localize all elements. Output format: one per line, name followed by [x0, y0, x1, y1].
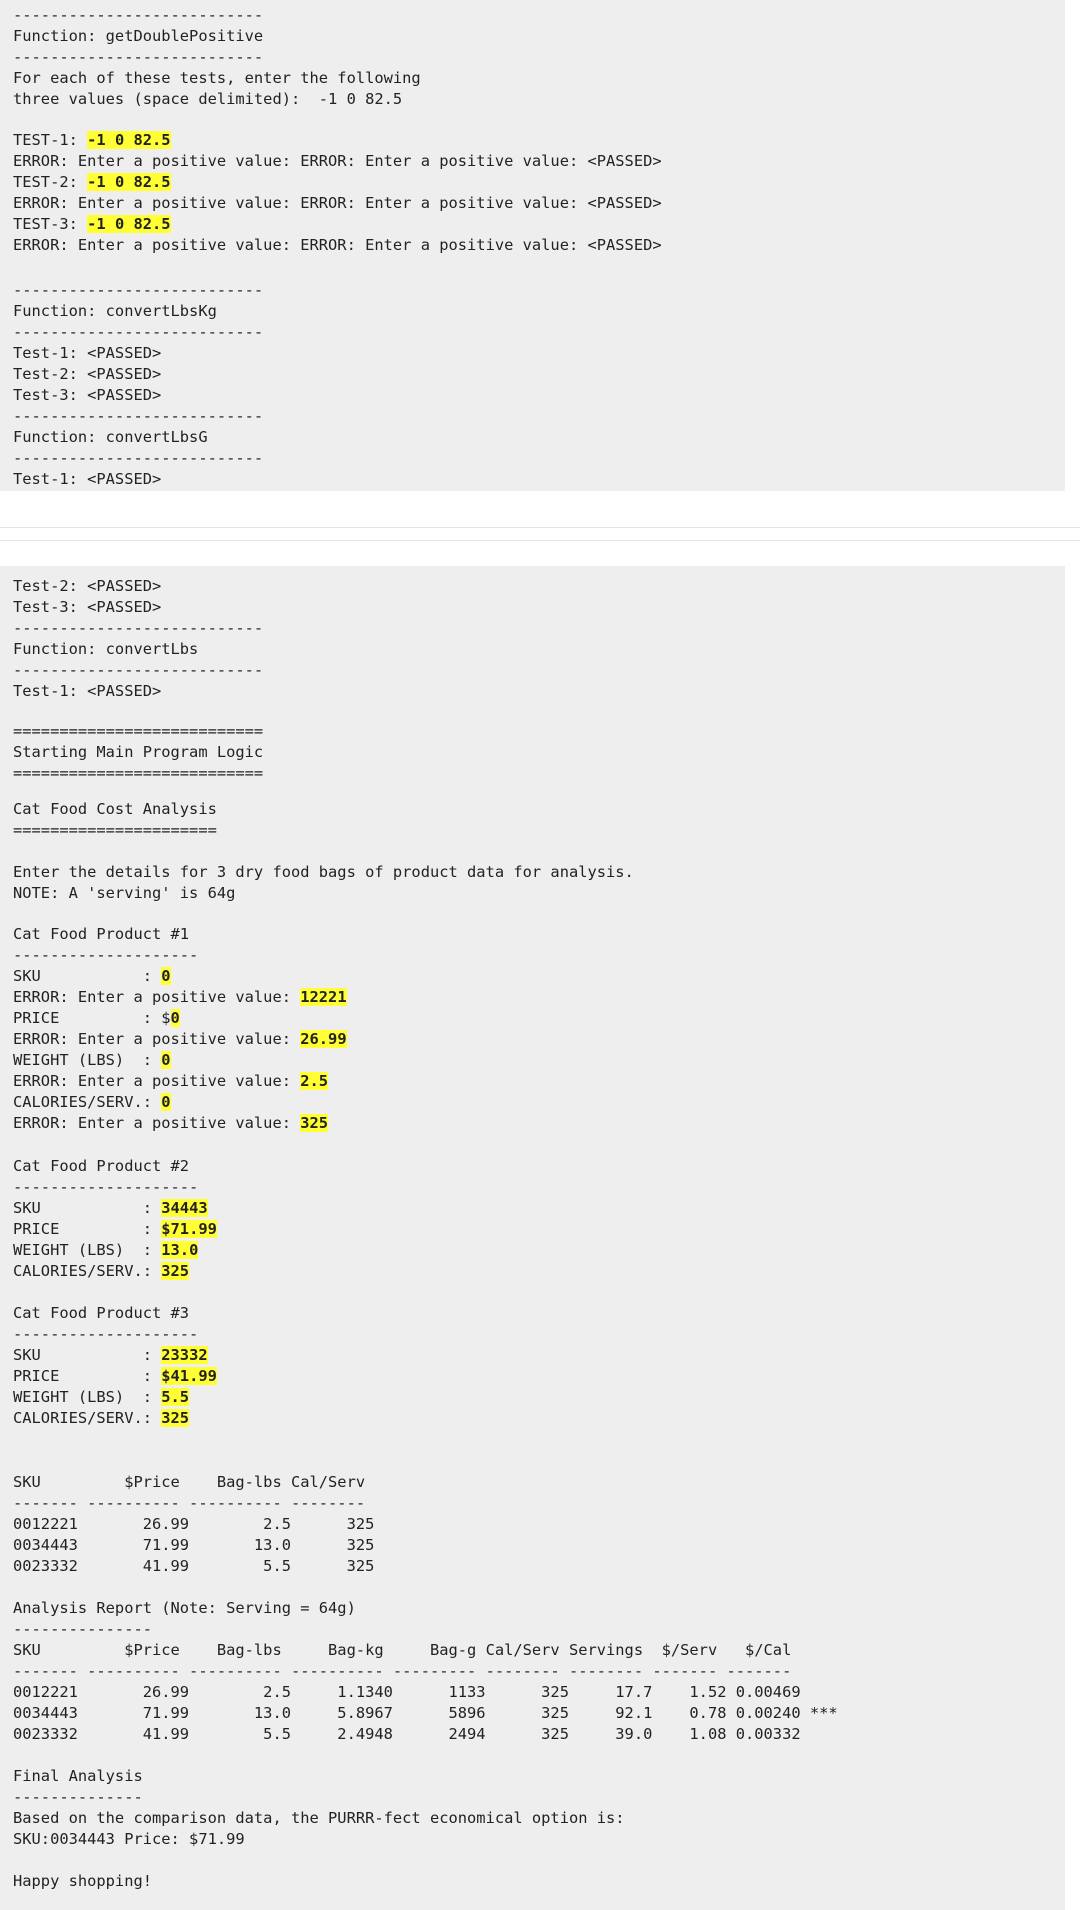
console-text: TEST-1: [13, 131, 88, 149]
console-line [13, 987, 347, 1007]
console-line [13, 406, 263, 426]
page-divider [0, 527, 1080, 528]
console-text: Cat Food Product #3 [13, 1304, 190, 1322]
console-line [13, 1198, 208, 1218]
console-text: --------------------------- [13, 323, 264, 341]
user-input-highlight: -1 0 82.5 [87, 215, 171, 233]
console-line [13, 862, 634, 882]
console-text: --------------------------- [13, 661, 264, 679]
console-line [13, 945, 198, 965]
console-text: Function: convertLbsKg [13, 302, 217, 320]
console-line [13, 1598, 356, 1618]
console-text: For each of these tests, enter the following [13, 69, 421, 87]
console-line [13, 1619, 152, 1639]
console-line [13, 1219, 217, 1239]
console-line [13, 1408, 189, 1428]
console-line [13, 1493, 365, 1513]
console-line [13, 1345, 208, 1365]
console-text: SKU:0034443 Price: $71.99 [13, 1830, 245, 1848]
console-line [13, 660, 263, 680]
console-line [13, 364, 161, 384]
console-text: ERROR: Enter a positive value: [13, 1114, 301, 1132]
user-input-highlight: 325 [161, 1409, 190, 1427]
console-line [13, 1092, 171, 1112]
console-text: PRICE : $ [13, 1009, 171, 1027]
console-line [13, 1535, 374, 1555]
console-line [13, 924, 189, 944]
user-input-highlight: 5.5 [161, 1388, 190, 1406]
console-text: =========================== [13, 722, 264, 740]
console-text: ERROR: Enter a positive value: ERROR: Enter a positive value: <PASSED> [13, 236, 662, 254]
console-line [13, 47, 263, 67]
console-line [13, 883, 235, 903]
console-line [13, 1766, 143, 1786]
console-text: Final Analysis [13, 1767, 143, 1785]
console-line [13, 343, 161, 363]
console-line [13, 1682, 801, 1702]
console-text: --------------------------- [13, 407, 264, 425]
user-input-highlight: 23332 [161, 1346, 208, 1364]
console-text: ERROR: Enter a positive value: [13, 1072, 301, 1090]
console-output-panel-2 [0, 566, 1065, 1910]
console-text: SKU : [13, 967, 162, 985]
user-input-highlight: 0 [161, 1051, 171, 1069]
console-text: 0034443 71.99 13.0 325 [13, 1536, 375, 1554]
user-input-highlight: $71.99 [161, 1220, 217, 1238]
user-input-highlight: 0 [170, 1009, 180, 1027]
console-text: SKU $Price Bag-lbs Cal/Serv [13, 1473, 366, 1491]
console-line [13, 427, 208, 447]
console-line [13, 235, 662, 255]
user-input-highlight: $41.99 [161, 1367, 217, 1385]
console-text: 0012221 26.99 2.5 1.1340 1133 325 17.7 1.52 0.00469 [13, 1683, 801, 1701]
console-text: --------------- [13, 1620, 152, 1638]
console-text: Function: convertLbsG [13, 428, 208, 446]
console-line [13, 1261, 189, 1281]
console-text: ERROR: Enter a positive value: ERROR: Enter a positive value: <PASSED> [13, 194, 662, 212]
console-text: ERROR: Enter a positive value: [13, 1030, 301, 1048]
user-input-highlight: -1 0 82.5 [87, 173, 171, 191]
console-line [13, 1514, 374, 1534]
console-text: 0034443 71.99 13.0 5.8967 5896 325 92.1 0.78 0.00240 *** [13, 1704, 838, 1722]
console-text: Function: getDoublePositive [13, 27, 264, 45]
console-line [13, 1366, 217, 1386]
console-text: PRICE : [13, 1220, 162, 1238]
console-text: -------------------- [13, 1325, 199, 1343]
console-text: SKU $Price Bag-lbs Bag-kg Bag-g Cal/Serv Servings $/Serv $/Cal [13, 1641, 792, 1659]
console-text: Test-1: <PASSED> [13, 470, 162, 488]
console-line [13, 1071, 328, 1091]
console-text: Based on the comparison data, the PURRR-fect economical option is: [13, 1809, 625, 1827]
console-line [13, 597, 161, 617]
console-line [13, 618, 263, 638]
console-line [13, 1029, 347, 1049]
console-line [13, 214, 171, 234]
console-line [13, 193, 662, 213]
console-text: Enter the details for 3 dry food bags of product data for analysis. [13, 863, 634, 881]
console-line [13, 763, 263, 783]
console-line [13, 322, 263, 342]
user-input-highlight: 325 [161, 1262, 190, 1280]
console-line [13, 68, 421, 88]
console-line [13, 1661, 791, 1681]
console-line [13, 1324, 198, 1344]
console-line [13, 1113, 328, 1133]
page-divider [0, 540, 1080, 541]
console-text: -------------- [13, 1788, 143, 1806]
console-text: 0023332 41.99 5.5 2.4948 2494 325 39.0 1.08 0.00332 [13, 1725, 801, 1743]
user-input-highlight: 325 [300, 1114, 329, 1132]
user-input-highlight: 0 [161, 1093, 171, 1111]
user-input-highlight: 2.5 [300, 1072, 329, 1090]
console-line [13, 301, 217, 321]
console-text: PRICE : [13, 1367, 162, 1385]
console-text: TEST-3: [13, 215, 88, 233]
console-line [13, 1787, 143, 1807]
console-line [13, 1303, 189, 1323]
console-text: Test-2: <PASSED> [13, 577, 162, 595]
console-line [13, 280, 263, 300]
console-text: WEIGHT (LBS) : [13, 1241, 162, 1259]
console-text: WEIGHT (LBS) : [13, 1388, 162, 1406]
console-line [13, 1871, 152, 1891]
user-input-highlight: 13.0 [161, 1241, 199, 1259]
console-text: SKU : [13, 1199, 162, 1217]
console-text: -------------------- [13, 1178, 199, 1196]
console-line [13, 5, 263, 25]
console-line [13, 820, 217, 840]
console-line [13, 89, 402, 109]
console-text: Test-1: <PASSED> [13, 344, 162, 362]
console-text: CALORIES/SERV.: [13, 1093, 162, 1111]
console-text: SKU : [13, 1346, 162, 1364]
console-line [13, 1724, 801, 1744]
console-text: --------------------------- [13, 619, 264, 637]
console-line [13, 469, 161, 489]
console-text: ------- ---------- ---------- ---------- --------- -------- -------- ------- ------- [13, 1662, 792, 1680]
console-line [13, 1240, 198, 1260]
user-input-highlight: 34443 [161, 1199, 208, 1217]
console-text: ERROR: Enter a positive value: ERROR: Enter a positive value: <PASSED> [13, 152, 662, 170]
console-line [13, 1472, 365, 1492]
console-line [13, 1829, 245, 1849]
console-line [13, 1050, 171, 1070]
console-text: -------------------- [13, 946, 199, 964]
console-text: NOTE: A 'serving' is 64g [13, 884, 236, 902]
console-line [13, 1703, 838, 1723]
user-input-highlight: 12221 [300, 988, 347, 1006]
console-line [13, 26, 263, 46]
console-text: ------- ---------- ---------- -------- [13, 1494, 366, 1512]
console-output-panel-1 [0, 0, 1065, 491]
console-text: CALORIES/SERV.: [13, 1262, 162, 1280]
console-line [13, 448, 263, 468]
console-line [13, 639, 198, 659]
console-text: --------------------------- [13, 48, 264, 66]
console-text: WEIGHT (LBS) : [13, 1051, 162, 1069]
console-text: --------------------------- [13, 281, 264, 299]
console-line [13, 1808, 625, 1828]
console-line [13, 172, 171, 192]
console-line [13, 966, 171, 986]
console-line [13, 385, 161, 405]
console-line [13, 130, 171, 150]
console-line [13, 576, 161, 596]
console-text: Cat Food Product #2 [13, 1157, 190, 1175]
console-text: Test-3: <PASSED> [13, 598, 162, 616]
user-input-highlight: 0 [161, 967, 171, 985]
console-line [13, 742, 263, 762]
console-text: ERROR: Enter a positive value: [13, 988, 301, 1006]
console-text: Test-2: <PASSED> [13, 365, 162, 383]
console-line [13, 1640, 791, 1660]
user-input-highlight: 26.99 [300, 1030, 347, 1048]
console-text: Test-1: <PASSED> [13, 682, 162, 700]
console-line [13, 1156, 189, 1176]
console-line [13, 721, 263, 741]
console-text: Function: convertLbs [13, 640, 199, 658]
console-text: Starting Main Program Logic [13, 743, 264, 761]
console-text: Analysis Report (Note: Serving = 64g) [13, 1599, 356, 1617]
console-text: three values (space delimited): -1 0 82.5 [13, 90, 403, 108]
console-line [13, 151, 662, 171]
console-text: Cat Food Product #1 [13, 925, 190, 943]
console-text: =========================== [13, 764, 264, 782]
console-line [13, 1387, 189, 1407]
console-text: 0023332 41.99 5.5 325 [13, 1557, 375, 1575]
console-line [13, 799, 217, 819]
console-line [13, 1177, 198, 1197]
user-input-highlight: -1 0 82.5 [87, 131, 171, 149]
console-text: 0012221 26.99 2.5 325 [13, 1515, 375, 1533]
console-text: Happy shopping! [13, 1872, 152, 1890]
console-text: ====================== [13, 821, 217, 839]
console-text: Cat Food Cost Analysis [13, 800, 217, 818]
console-line [13, 681, 161, 701]
console-text: TEST-2: [13, 173, 88, 191]
console-text: --------------------------- [13, 449, 264, 467]
console-line [13, 1008, 180, 1028]
console-text: CALORIES/SERV.: [13, 1409, 162, 1427]
console-text: Test-3: <PASSED> [13, 386, 162, 404]
console-text: --------------------------- [13, 6, 264, 24]
console-line [13, 1556, 374, 1576]
